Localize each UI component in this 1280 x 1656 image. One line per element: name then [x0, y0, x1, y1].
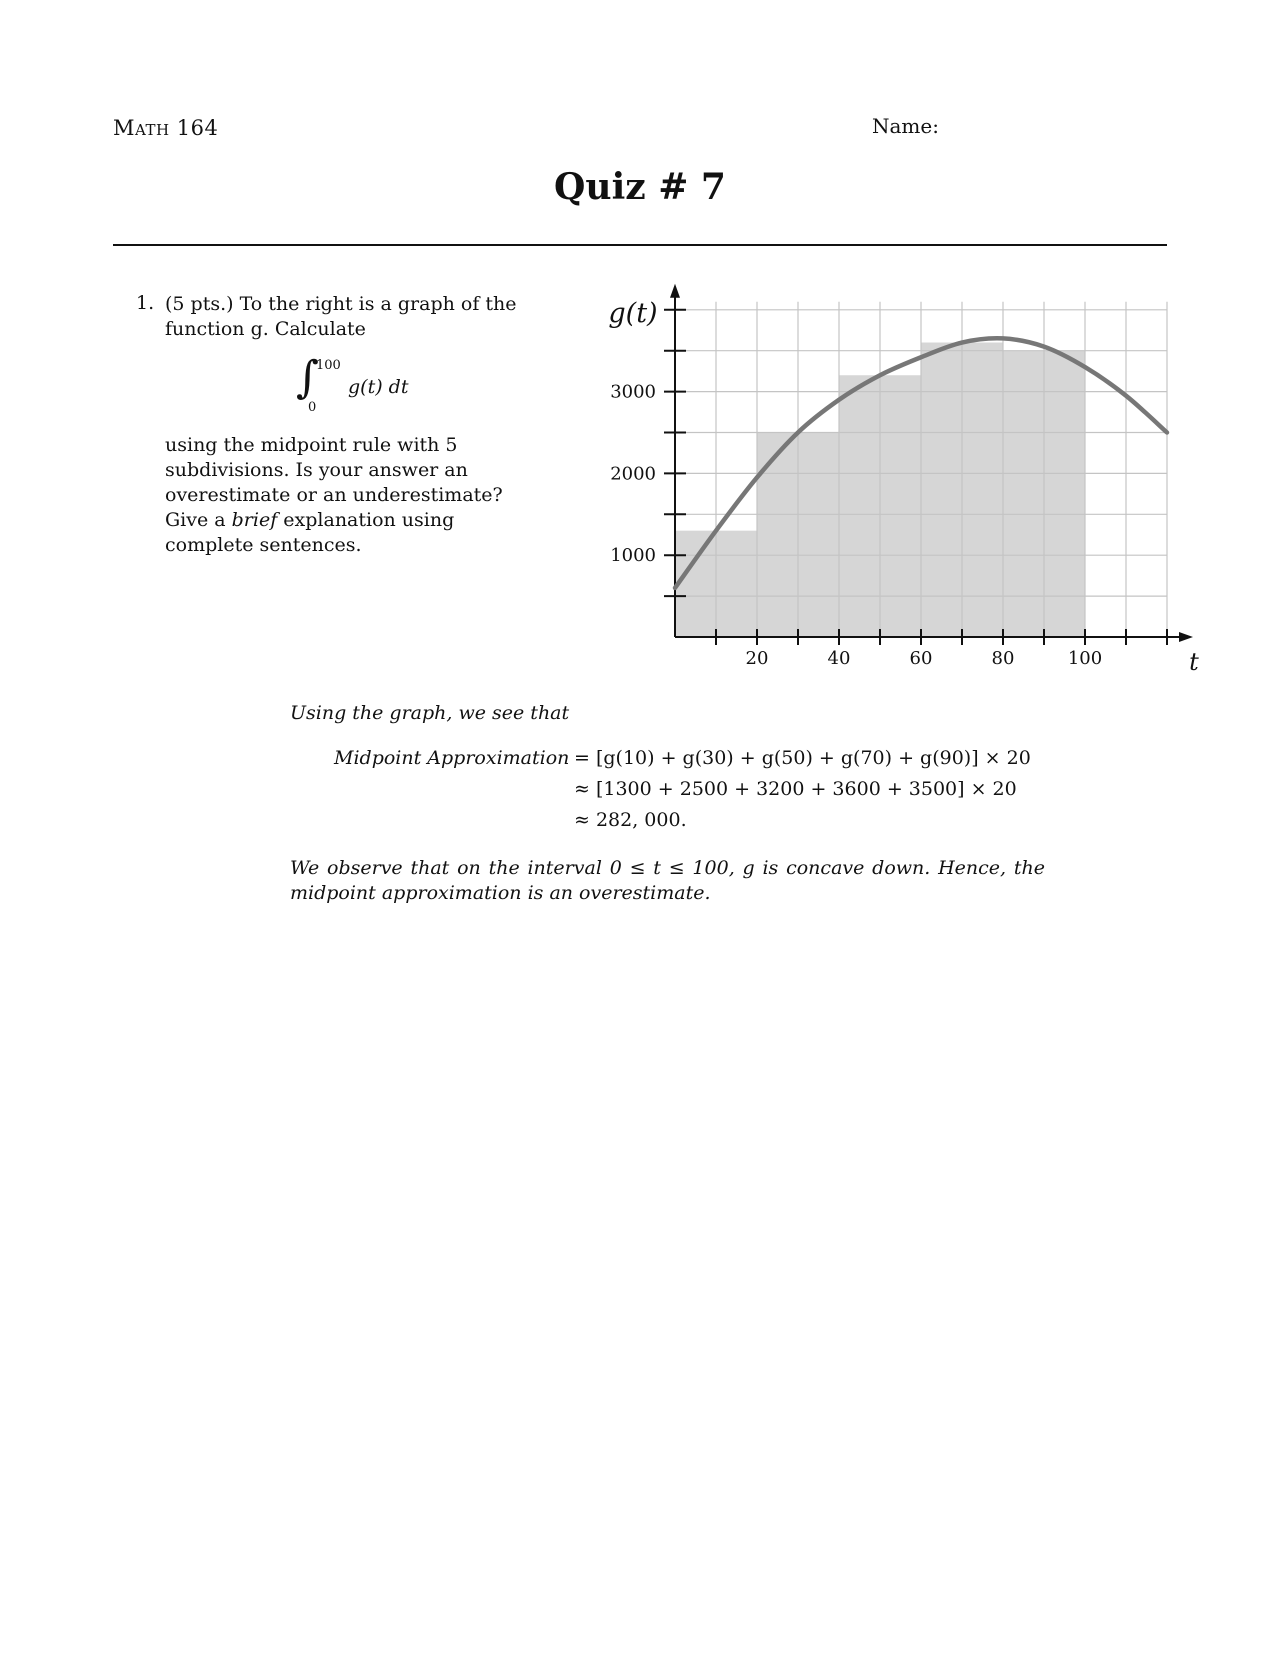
x-axis-label: t	[1189, 648, 1199, 676]
question-body-part2: explanation using complete sentences.	[165, 509, 455, 556]
x-axis-arrow-icon	[1179, 632, 1193, 642]
integral-lower-limit: 0	[308, 400, 317, 415]
header-divider	[113, 244, 1167, 246]
question-intro: (5 pts.) To the right is a graph of the function g. Calculate	[165, 293, 517, 340]
course-title: Math 164	[113, 116, 219, 140]
integrand: g(t) dt	[348, 376, 409, 398]
solution-intro: Using the graph, we see that	[290, 702, 570, 724]
question-body-part1: using the midpoint rule with 5 subdivisions. Is your answer an overestimate or an underestimate? Give a	[165, 434, 503, 531]
equation-line-1: = [g(10) + g(30) + g(50) + g(70) + g(90)] × 20	[574, 747, 1031, 769]
name-label: Name:	[872, 114, 939, 138]
integral-expression	[296, 352, 436, 418]
integral-sign-icon: ∫	[296, 352, 319, 403]
y-tick-label: 2000	[610, 463, 656, 485]
y-tick-label: 3000	[610, 381, 656, 403]
page-title: Quiz # 7	[554, 166, 726, 208]
y-axis-label: g(t)	[608, 297, 658, 329]
question-number: 1.	[136, 292, 155, 314]
integral-upper-limit: 100	[316, 358, 341, 373]
question-body	[165, 433, 545, 558]
midpoint-label: Midpoint Approximation	[334, 747, 570, 769]
equation-line-3: ≈ 282, 000.	[574, 809, 687, 831]
x-tick-label: 100	[1067, 648, 1103, 669]
solution-conclusion: We observe that on the interval 0 ≤ t ≤ 100, g is concave down. Hence, the midpoint approximation is an overestimate.	[290, 857, 1045, 904]
x-tick-label: 20	[745, 648, 769, 669]
equation-line-2: ≈ [1300 + 2500 + 3200 + 3600 + 3500] × 20	[574, 778, 1017, 800]
x-tick-label: 40	[827, 648, 851, 669]
x-tick-label: 80	[991, 648, 1015, 669]
x-tick-label: 60	[909, 648, 933, 669]
y-tick-label: 1000	[610, 545, 656, 567]
question-body-italic: brief	[231, 509, 278, 531]
y-axis-arrow-icon	[670, 284, 680, 298]
function-graph	[575, 297, 1199, 680]
